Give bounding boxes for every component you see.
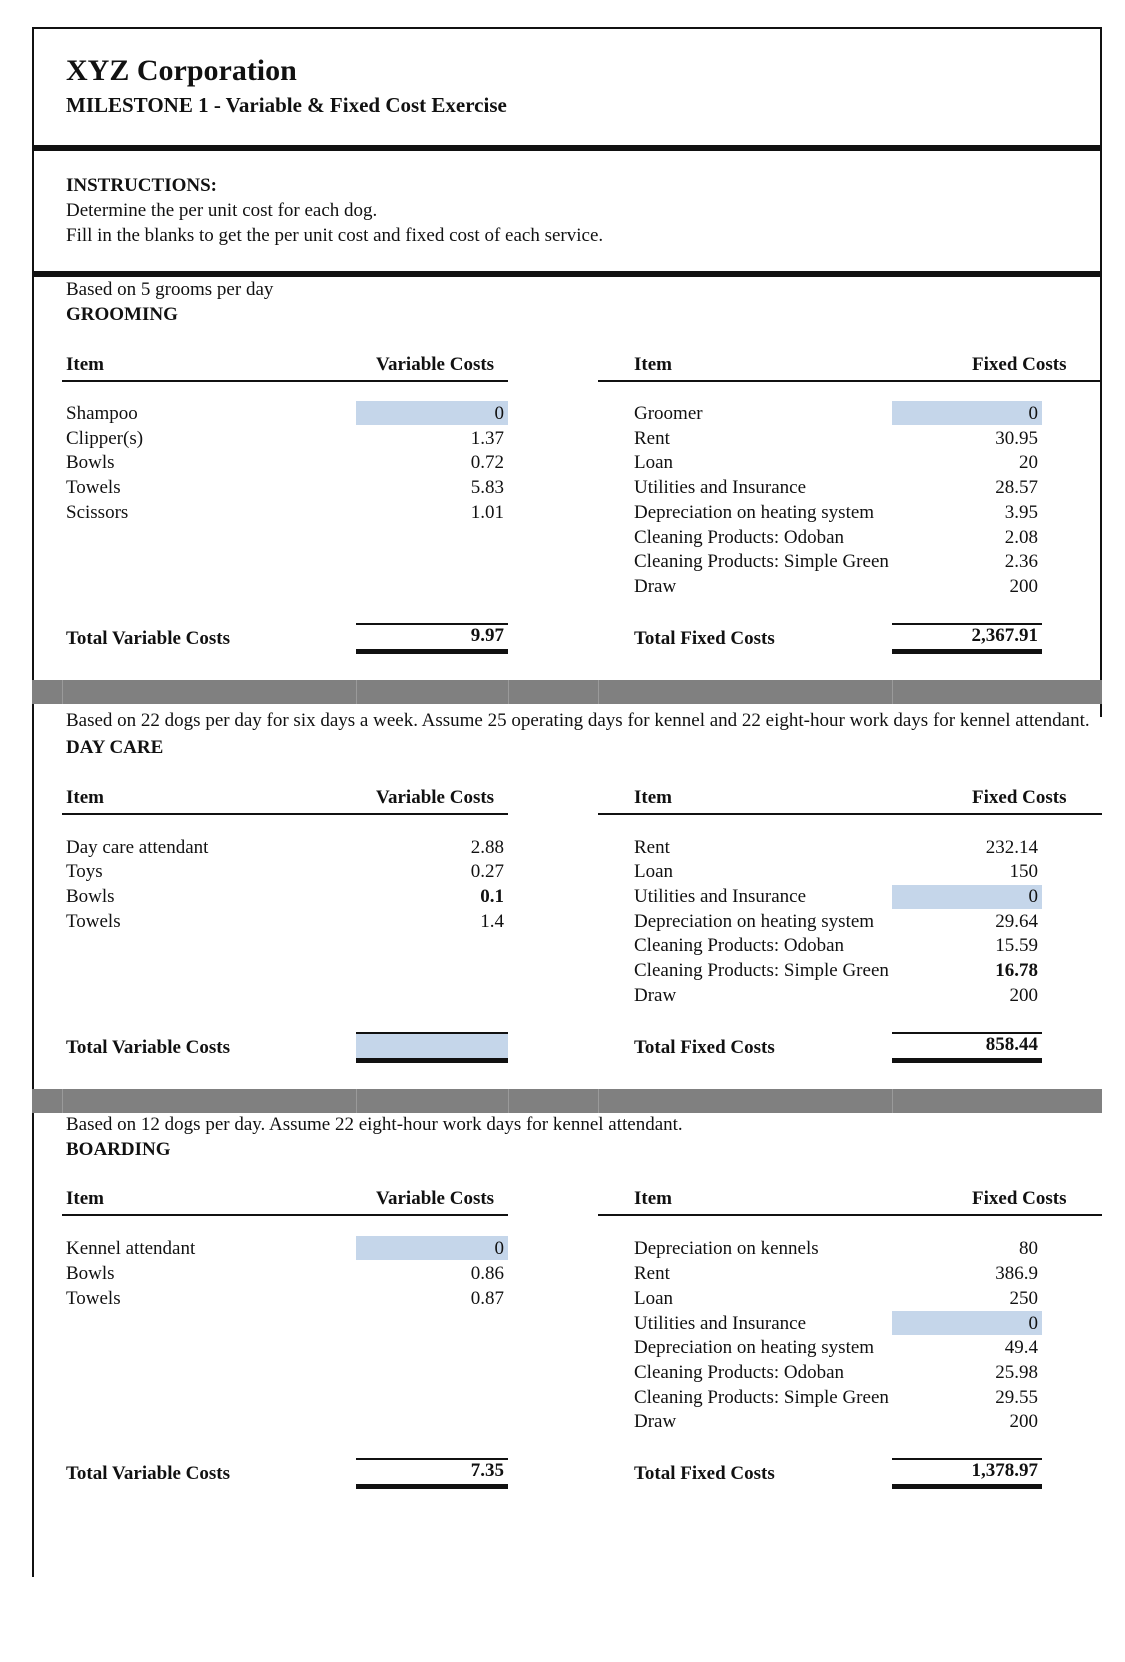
daycare-fixed-value-5: 15.59 [995, 935, 1038, 956]
boarding-var-value-2: 0.86 [470, 1263, 504, 1284]
daycare-note: Based on 22 dogs per day for six days a week. Assume 25 operating days for kennel and 22 eight-hour work days for kennel attendant. [66, 710, 1090, 731]
grooming-fixed-value-3: 20 [1019, 452, 1038, 473]
grooming-fixed-value-7: 2.36 [1004, 551, 1038, 572]
instructions-line-1: Determine the per unit cost for each dog. [66, 200, 378, 221]
daycare-var-item-1: Day care attendant [66, 837, 209, 858]
boarding-var-item-3: Towels [66, 1288, 121, 1309]
boarding-fixed-value-3: 250 [1009, 1288, 1038, 1309]
grooming-variable-rule [62, 380, 508, 382]
boarding-fixed-item-2: Rent [634, 1263, 670, 1284]
daycare-total-variable-bottom-rule [356, 1058, 508, 1063]
grooming-fixed-value-4: 28.57 [995, 477, 1038, 498]
grooming-total-variable-bottom-rule [356, 649, 508, 654]
daycare-fixed-value-3[interactable]: 0 [1028, 886, 1038, 907]
grooming-fixed-rule [598, 380, 1102, 382]
daycare-fixed-item-7: Draw [634, 985, 677, 1006]
daycare-fixed-item-4: Depreciation on heating system [634, 911, 875, 932]
boarding-fixed-value-5: 49.4 [1004, 1337, 1038, 1358]
daycare-fixed-item-3: Utilities and Insurance [634, 886, 807, 907]
grooming-fixed-item-6: Cleaning Products: Odoban [634, 527, 845, 548]
grooming-fixed-item-5: Depreciation on heating system [634, 502, 875, 523]
daycare-total-variable-top-rule [356, 1032, 508, 1034]
grooming-total-fixed-label: Total Fixed Costs [634, 628, 775, 649]
daycare-fixed-item-header: Item [634, 787, 672, 808]
daycare-fixed-value-7: 200 [1009, 985, 1038, 1006]
daycare-title: DAY CARE [66, 737, 164, 758]
grooming-fixed-value-6: 2.08 [1004, 527, 1038, 548]
grooming-fixed-item-2: Rent [634, 428, 670, 449]
daycare-fixed-item-2: Loan [634, 861, 674, 882]
daycare-total-variable-label: Total Variable Costs [66, 1037, 230, 1058]
daycare-fixed-value-2: 150 [1009, 861, 1038, 882]
boarding-fixed-item-7: Cleaning Products: Simple Green [634, 1387, 889, 1408]
page-subtitle: MILESTONE 1 - Variable & Fixed Cost Exercise [66, 93, 507, 117]
boarding-item-header: Item [66, 1188, 104, 1209]
daycare-fixed-value-4: 29.64 [995, 911, 1038, 932]
boarding-fixed-item-6: Cleaning Products: Odoban [634, 1362, 845, 1383]
boarding-fixed-item-8: Draw [634, 1411, 677, 1432]
daycare-var-item-2: Toys [66, 861, 103, 882]
grooming-fixed-value-5: 3.95 [1004, 502, 1038, 523]
daycare-total-fixed-value: 858.44 [985, 1034, 1038, 1055]
grooming-var-item-3: Bowls [66, 452, 115, 473]
instructions-heading: INSTRUCTIONS: [66, 175, 217, 196]
grooming-fixed-item-1: Groomer [634, 403, 703, 424]
boarding-total-fixed-label: Total Fixed Costs [634, 1463, 775, 1484]
grooming-var-value-5: 1.01 [470, 502, 504, 523]
boarding-fixed-item-3: Loan [634, 1288, 674, 1309]
grooming-total-variable-label: Total Variable Costs [66, 628, 230, 649]
grooming-fixed-value-8: 200 [1009, 576, 1038, 597]
daycare-total-variable-input-cell[interactable] [356, 1034, 508, 1058]
daycare-variable-rule [62, 813, 508, 815]
grooming-total-fixed-bottom-rule [892, 649, 1042, 654]
header-divider [32, 145, 1102, 151]
boarding-fixed-value-1: 80 [1019, 1238, 1038, 1259]
boarding-total-variable-bottom-rule [356, 1484, 508, 1489]
grooming-title: GROOMING [66, 304, 178, 325]
worksheet [32, 27, 1102, 1577]
section-separator-1 [32, 680, 1102, 704]
boarding-fixed-header: Fixed Costs [972, 1188, 1067, 1209]
boarding-var-value-3: 0.87 [470, 1288, 504, 1309]
boarding-fixed-item-4: Utilities and Insurance [634, 1313, 807, 1334]
grooming-fixed-value-1[interactable]: 0 [1028, 403, 1038, 424]
instructions-divider [32, 271, 1102, 277]
boarding-total-fixed-value: 1,378.97 [971, 1460, 1038, 1481]
boarding-title: BOARDING [66, 1139, 171, 1160]
daycare-fixed-item-1: Rent [634, 837, 670, 858]
daycare-fixed-rule [598, 813, 1102, 815]
boarding-total-variable-value: 7.35 [470, 1460, 504, 1481]
grooming-var-item-1: Shampoo [66, 403, 138, 424]
grooming-fixed-item-4: Utilities and Insurance [634, 477, 807, 498]
grooming-var-item-5: Scissors [66, 502, 129, 523]
grooming-var-item-2: Clipper(s) [66, 428, 144, 449]
daycare-variable-header: Variable Costs [376, 787, 495, 808]
daycare-fixed-item-5: Cleaning Products: Odoban [634, 935, 845, 956]
boarding-var-value-1[interactable]: 0 [494, 1238, 504, 1259]
grooming-var-value-1[interactable]: 0 [494, 403, 504, 424]
daycare-var-item-4: Towels [66, 911, 121, 932]
boarding-variable-header: Variable Costs [376, 1188, 495, 1209]
frame-top-border [32, 27, 1102, 29]
daycare-var-value-2: 0.27 [470, 861, 504, 882]
boarding-fixed-rule [598, 1214, 1102, 1216]
grooming-var-value-4: 5.83 [470, 477, 504, 498]
daycare-total-fixed-label: Total Fixed Costs [634, 1037, 775, 1058]
boarding-var-item-2: Bowls [66, 1263, 115, 1284]
grooming-var-value-3: 0.72 [470, 452, 504, 473]
grooming-fixed-item-8: Draw [634, 576, 677, 597]
boarding-fixed-value-2: 386.9 [995, 1263, 1038, 1284]
boarding-var-item-1: Kennel attendant [66, 1238, 196, 1259]
boarding-note: Based on 12 dogs per day. Assume 22 eight-hour work days for kennel attendant. [66, 1114, 683, 1135]
grooming-fixed-item-3: Loan [634, 452, 674, 473]
boarding-fixed-item-5: Depreciation on heating system [634, 1337, 875, 1358]
boarding-fixed-value-4[interactable]: 0 [1028, 1313, 1038, 1334]
daycare-var-value-4: 1.4 [480, 911, 504, 932]
grooming-fixed-header: Fixed Costs [972, 354, 1067, 375]
company-title: XYZ Corporation [66, 54, 297, 87]
boarding-fixed-value-6: 25.98 [995, 1362, 1038, 1383]
boarding-total-variable-label: Total Variable Costs [66, 1463, 230, 1484]
frame-left-border [32, 27, 34, 1577]
grooming-item-header: Item [66, 354, 104, 375]
frame-right-border [1100, 27, 1102, 717]
grooming-total-variable-value: 9.97 [470, 625, 504, 646]
grooming-note: Based on 5 grooms per day [66, 279, 274, 300]
boarding-fixed-item-1: Depreciation on kennels [634, 1238, 819, 1259]
instructions-line-2: Fill in the blanks to get the per unit cost and fixed cost of each service. [66, 225, 604, 246]
daycare-total-fixed-bottom-rule [892, 1058, 1042, 1063]
daycare-var-value-3: 0.1 [480, 886, 504, 907]
daycare-var-value-1: 2.88 [470, 837, 504, 858]
boarding-fixed-item-header: Item [634, 1188, 672, 1209]
daycare-var-item-3: Bowls [66, 886, 115, 907]
grooming-variable-header: Variable Costs [376, 354, 495, 375]
daycare-fixed-item-6: Cleaning Products: Simple Green [634, 960, 889, 981]
boarding-total-fixed-bottom-rule [892, 1484, 1042, 1489]
daycare-fixed-header: Fixed Costs [972, 787, 1067, 808]
grooming-var-value-2: 1.37 [470, 428, 504, 449]
grooming-total-fixed-value: 2,367.91 [971, 625, 1038, 646]
grooming-fixed-item-header: Item [634, 354, 672, 375]
section-separator-2 [32, 1089, 1102, 1113]
daycare-fixed-value-6: 16.78 [995, 960, 1038, 981]
grooming-fixed-value-2: 30.95 [995, 428, 1038, 449]
daycare-fixed-value-1: 232.14 [985, 837, 1038, 858]
boarding-fixed-value-7: 29.55 [995, 1387, 1038, 1408]
grooming-var-item-4: Towels [66, 477, 121, 498]
daycare-item-header: Item [66, 787, 104, 808]
grooming-fixed-item-7: Cleaning Products: Simple Green [634, 551, 889, 572]
boarding-fixed-value-8: 200 [1009, 1411, 1038, 1432]
boarding-variable-rule [62, 1214, 508, 1216]
